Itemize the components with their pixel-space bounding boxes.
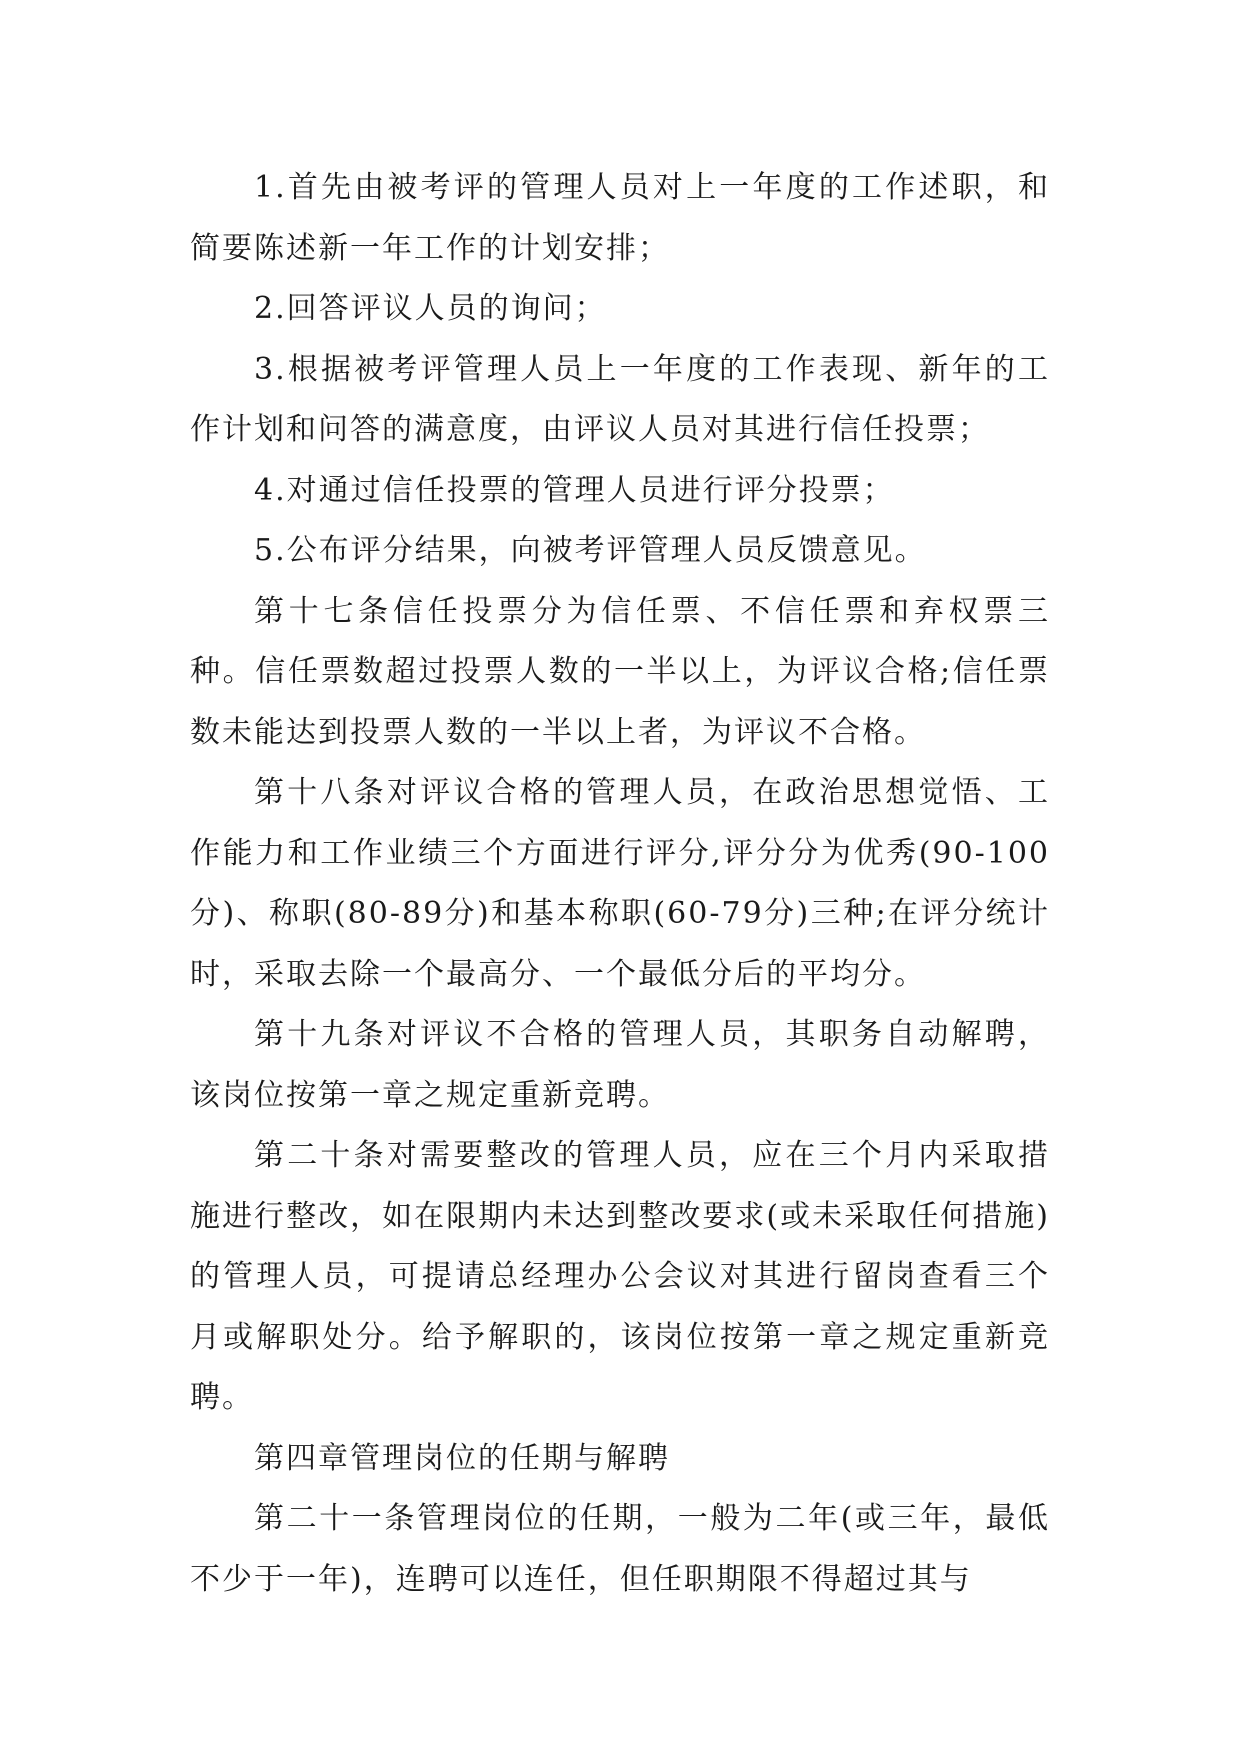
paragraph-article-18: 第十八条对评议合格的管理人员，在政治思想觉悟、工作能力和工作业绩三个方面进行评分,评分分为优秀(90-100分)、称职(80-89分)和基本称职(60-79分)三种;在评分统计时，采取去除一个最高分、一个最低分后的平均分。 — [190, 775, 1050, 992]
paragraph-step-1: 1.首先由被考评的管理人员对上一年度的工作述职，和简要陈述新一年工作的计划安排； — [190, 170, 1050, 266]
paragraph-article-19: 第十九条对评议不合格的管理人员，其职务自动解聘，该岗位按第一章之规定重新竞聘。 — [190, 1017, 1050, 1113]
paragraph-step-4: 4.对通过信任投票的管理人员进行评分投票； — [254, 472, 895, 508]
paragraph-article-21: 第二十一条管理岗位的任期，一般为二年(或三年，最低不少于一年)，连聘可以连任，但任职期限不得超过其与 — [190, 1501, 1050, 1597]
paragraph-step-2: 2.回答评议人员的询问； — [254, 291, 607, 326]
paragraph-article-20: 第二十条对需要整改的管理人员，应在三个月内采取措施进行整改，如在限期内未达到整改要求(或未采取任何措施)的管理人员，可提请总经理办公会议对其进行留岗查看三个月或解职处分。给予解职的，该岗位按第一章之规定重新竞聘。 — [190, 1138, 1050, 1415]
paragraph-step-3: 3.根据被考评管理人员上一年度的工作表现、新年的工作计划和问答的满意度，由评议人员对其进行信任投票； — [190, 351, 1050, 447]
paragraph-article-17: 第十七条信任投票分为信任票、不信任票和弃权票三种。信任票数超过投票人数的一半以上，为评议合格;信任票数未能达到投票人数的一半以上者，为评议不合格。 — [190, 593, 1050, 750]
document-body — [190, 158, 1050, 1610]
chapter-4-heading: 第四章管理岗位的任期与解聘 — [254, 1440, 670, 1476]
paragraph-step-5: 5.公布评分结果，向被考评管理人员反馈意见。 — [254, 533, 927, 568]
